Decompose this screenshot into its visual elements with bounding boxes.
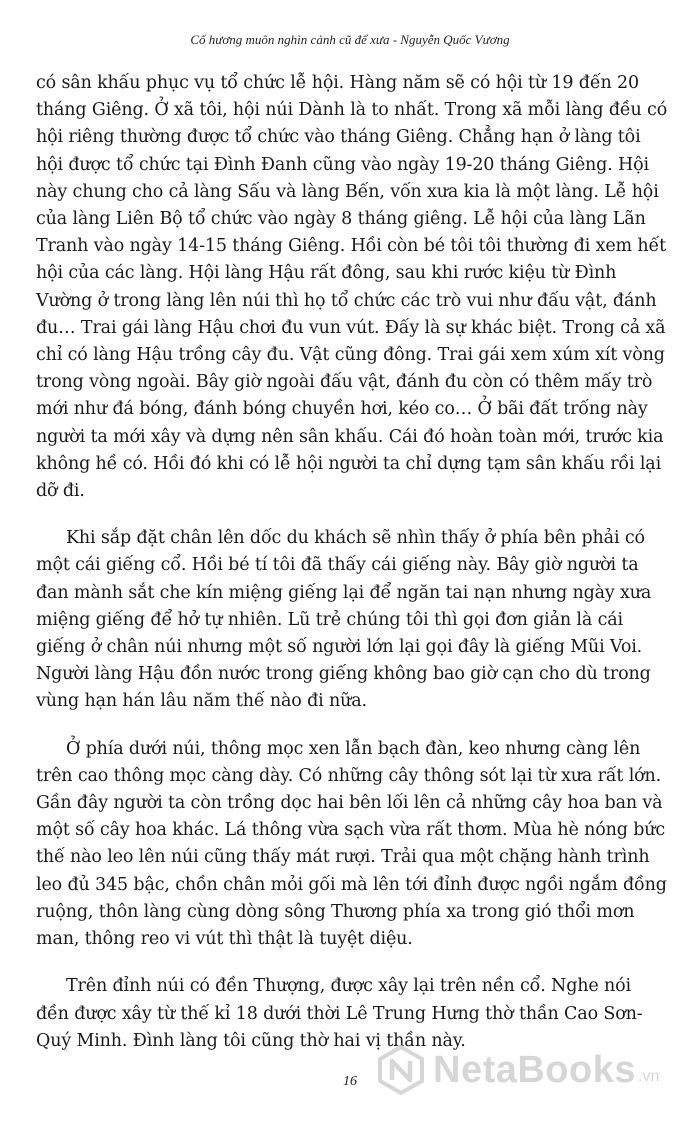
running-header-title: Cố hương muôn nghìn cảnh cũ để xưa - Nguyễn Quốc Vương (190, 32, 510, 47)
paragraph-4: Trên đỉnh núi có đền Thượng, được xây lại trên nền cổ. Nghe nói đền được xây từ thế kỉ 18 dưới thời Lê Trung Hưng thờ thần Cao Sơn-Quý Minh. Đình làng tôi cũng thờ hai vị thần này. (36, 976, 643, 1051)
paragraph-2: Khi sắp đặt chân lên dốc du khách sẽ nhìn thấy ở phía bên phải có một cái giếng cổ. Hồi bé tí tôi đã thấy cái giếng này. Bây giờ người ta đan mành sắt che kín miệng giếng lại để ngăn tai nạn nhưng ngày xưa miệng giếng để hở tự nhiên. Lũ trẻ chúng tôi thì gọi đơn giản là cái giếng ở chân núi nhưng một số người lớn lại gọi đây là giếng Mũi Voi. Người làng Hậu đồn nước trong giếng không bao giờ cạn cho dù trong vùng hạn hán lâu năm thế nào đi nữa. (36, 528, 652, 712)
watermark-brand: NetaBooks (433, 1048, 636, 1091)
watermark-domain: .vn (638, 1068, 660, 1085)
paragraph-3: Ở phía dưới núi, thông mọc xen lẫn bạch đàn, keo nhưng càng lên trên cao thông mọc càng dày. Có những cây thông sót lại từ xưa rất lớn. Gần đây người ta còn trồng dọc hai bên lối lên cả những cây hoa ban và một số cây hoa khác. Lá thông vừa sạch vừa rất thơm. Mùa hè nóng bức thế nào leo lên núi cũng thấy mát rượi. Trải qua một chặng hành trình leo đủ 345 bậc, chồn chân mỏi gối mà lên tới đỉnh được ngồi ngắm đồng ruộng, thôn làng cùng dòng sông Thương phía xa trong gió thổi mơn man, thông reo vi vút thì thật là tuyệt diệu. (36, 738, 667, 950)
page-body (36, 70, 668, 1075)
netabooks-logo-icon (375, 1044, 427, 1096)
page-number: 16 (343, 1074, 357, 1089)
paragraph-1: có sân khấu phục vụ tổ chức lễ hội. Hàng năm sẽ có hội từ 19 đến 20 tháng Giêng. Ở xã tôi, hội núi Dành là to nhất. Trong xã mỗi làng đều có hội riêng thường được tổ chức vào tháng Giêng. Chẳng hạn ở làng tôi hội được tổ chức tại Đình Đanh cũng vào ngày 19-20 tháng Giêng. Hội này chung cho cả làng Sấu và làng Bến, vốn xưa kia là một làng. Lễ hội của làng Liên Bộ tổ chức vào ngày 8 tháng giêng. Lễ hội của làng Lãn Tranh vào ngày 14-15 tháng Giêng. Hồi còn bé tôi tôi thường đi xem hết hội của các làng. Hội làng Hậu rất đông, sau khi rước kiệu từ Đình Vường ở trong làng lên núi thì họ tổ chức các trò vui như đấu vật, đánh đu… Trai gái làng Hậu chơi đu vun vút. Đấy là sự khác biệt. Trong cả xã chỉ có làng Hậu trồng cây đu. Vật cũng đông. Trai gái xem xúm xít vòng trong vòng ngoài. Bây giờ ngoài đấu vật, đánh đu còn có thêm mấy trò mới như đá bóng, đánh bóng chuyền hơi, kéo co… Ở bãi đất trống này người ta mới xây và dựng nên sân khấu. Cái đó hoàn toàn mới, trước kia không hề có. Hồi đó khi có lễ hội người ta chỉ dựng tạm sân khấu rồi lại dỡ đi. (36, 73, 668, 502)
watermark (375, 1040, 690, 1100)
